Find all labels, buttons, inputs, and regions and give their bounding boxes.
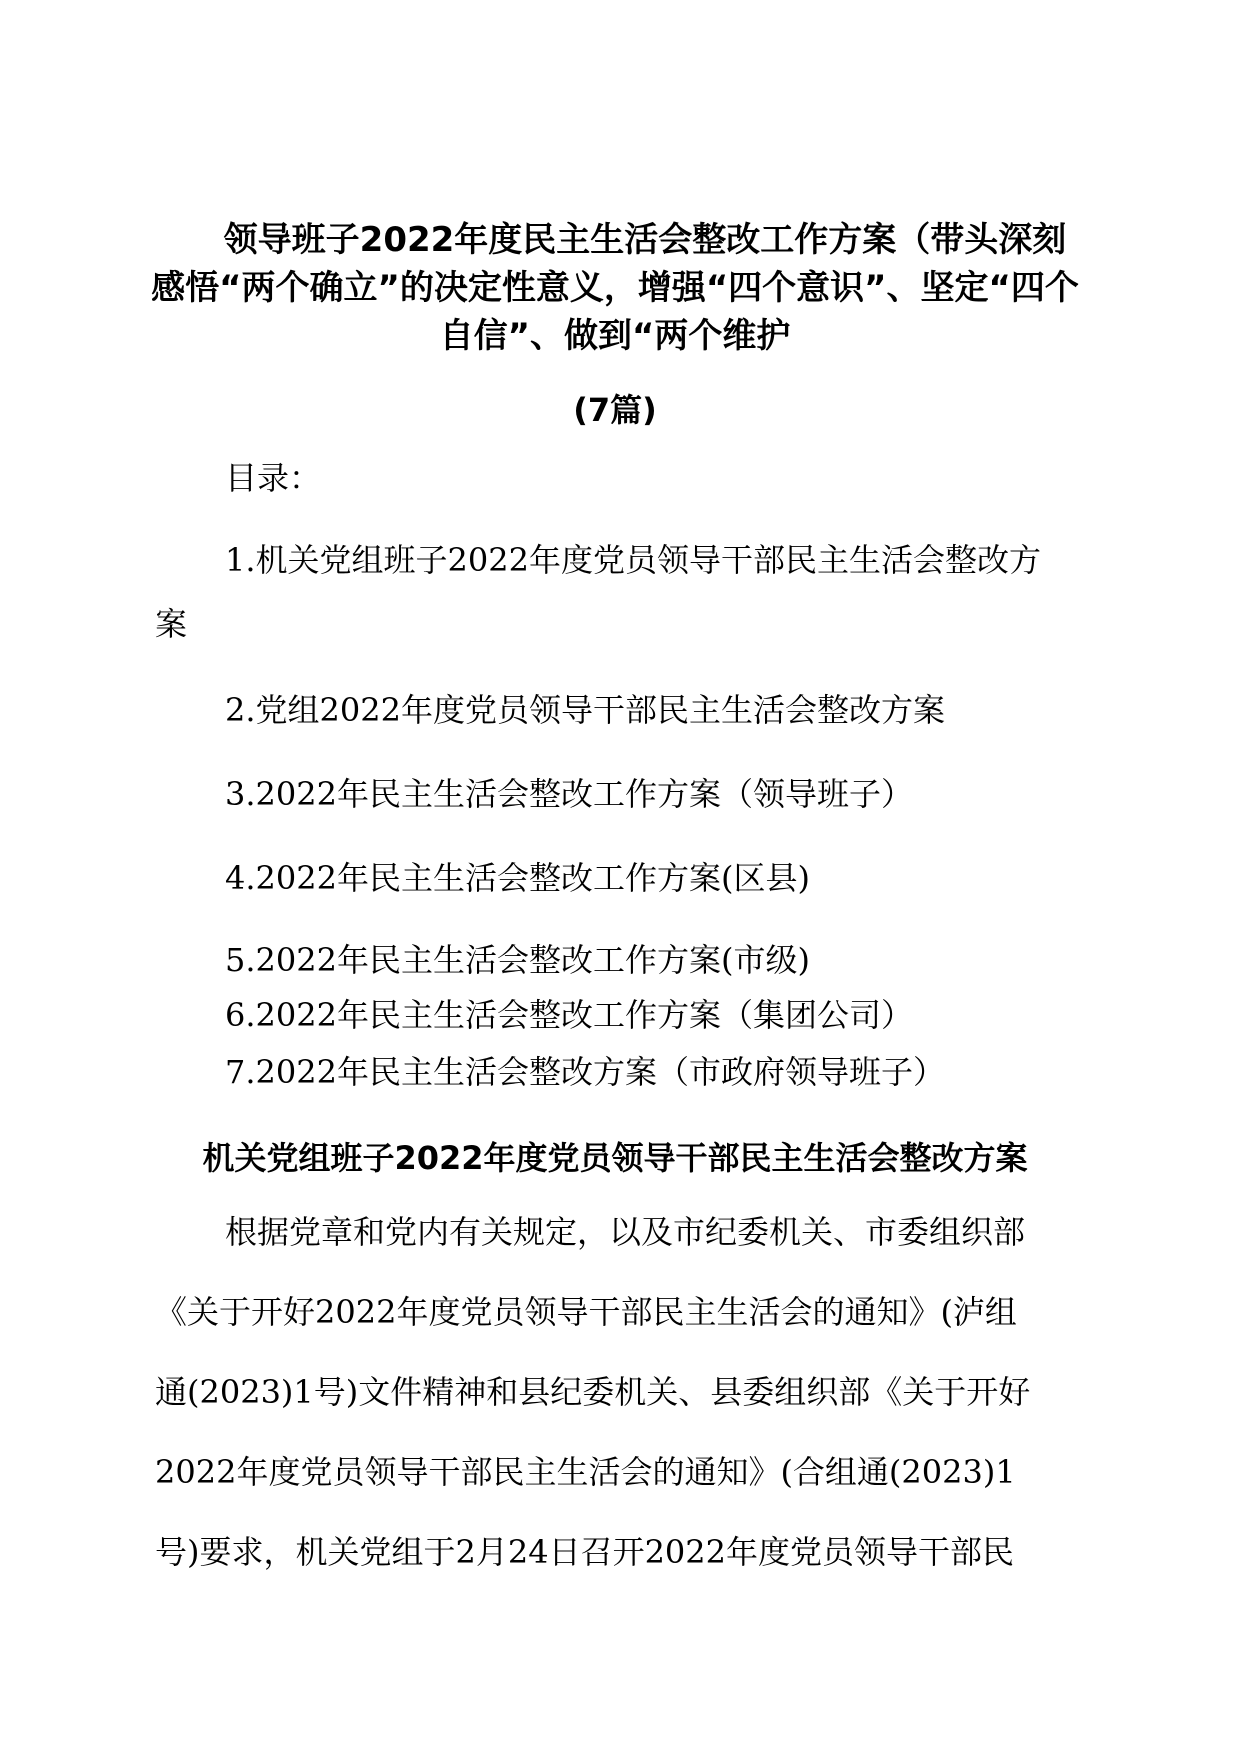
body-line: 根据党章和党内有关规定，以及市纪委机关、市委组织部 — [225, 1213, 1026, 1251]
body-line: 号)要求，机关党组于2月24日召开2022年度党员领导干部民 — [155, 1533, 1015, 1571]
toc-item-5: 5.2022年民主生活会整改工作方案(市级) — [225, 941, 810, 979]
toc-item-4: 4.2022年民主生活会整改工作方案(区县) — [225, 859, 810, 897]
toc-item-3: 3.2022年民主生活会整改工作方案（领导班子） — [225, 775, 913, 813]
toc-item-1: 1.机关党组班子2022年度党员领导干部民主生活会整改方 — [225, 541, 1041, 579]
document-subtitle: (7篇) — [573, 391, 657, 429]
body-paragraph — [155, 1210, 1085, 1610]
body-line: 通(2023)1号)文件精神和县纪委机关、县委组织部《关于开好 — [155, 1373, 1031, 1411]
toc-item-2: 2.党组2022年度党员领导干部民主生活会整改方案 — [225, 691, 945, 729]
toc-label: 目录： — [225, 459, 322, 497]
toc-item-6: 6.2022年民主生活会整改工作方案（集团公司） — [225, 996, 913, 1034]
document-title: 领导班子2022年度民主生活会整改工作方案（带头深刻感悟“两个确立”的决定性意义，增强“四个意识”、坚定“四个自信”、做到“两个维护 — [151, 220, 1079, 356]
toc-item-7: 7.2022年民主生活会整改方案（市政府领导班子） — [225, 1053, 945, 1091]
body-line: 《关于开好2022年度党员领导干部民主生活会的通知》(泸组 — [155, 1293, 1017, 1331]
section-title: 机关党组班子2022年度党员领导干部民主生活会整改方案 — [202, 1139, 1028, 1177]
body-line: 2022年度党员领导干部民主生活会的通知》(合组通(2023)1 — [155, 1453, 1016, 1491]
toc-item-1-continued: 案 — [155, 605, 188, 643]
